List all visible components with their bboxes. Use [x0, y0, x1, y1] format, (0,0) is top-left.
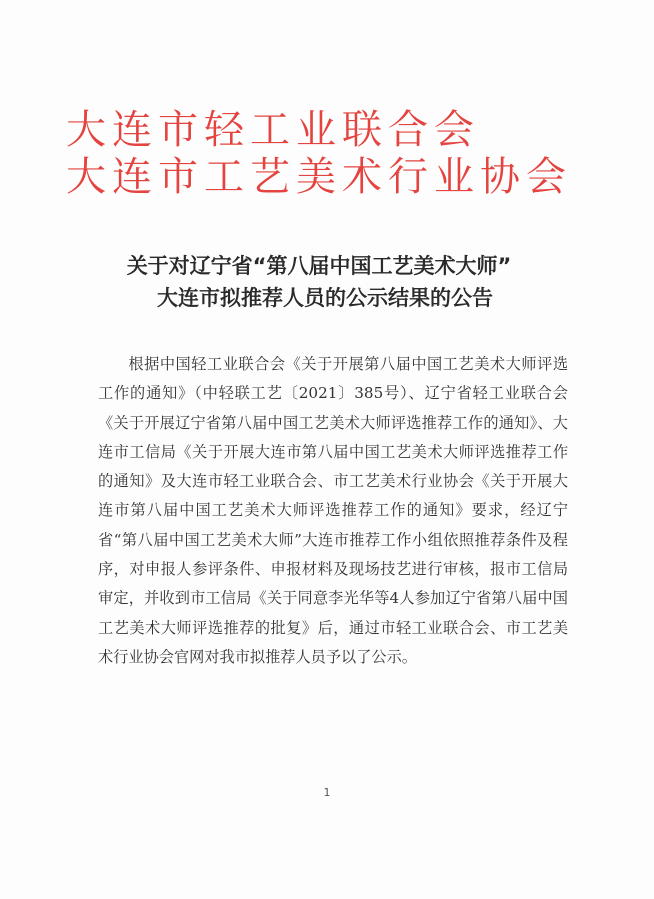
org-name-light-industry: 大连市轻工业联合会: [66, 107, 480, 153]
page-number: 1: [323, 786, 331, 799]
document-title-line-2: 大连市拟推荐人员的公示结果的公告: [157, 286, 493, 310]
body-paragraph: 根据中国轻工业联合会《关于开展第八届中国工艺美术大师评选工作的通知》（中轻联工艺〔2021〕385号）、辽宁省轻工业联合会《关于开展辽宁省第八届中国工艺美术大师评选推荐工作的通知》、大连市工信局《关于开展大连市第八届中国工艺美术大师评选推荐工作的通知》及大连市轻工业联合会、市工艺美术行业协会《关于开展大连市第八届中国工艺美术大师评选推荐工作的通知》要求，经辽宁省“第八届中国工艺美术大师”大连市推荐工作小组依照推荐条件及程序，对申报人参评条件、申报材料及现场技艺进行审核，报市工信局审定，并收到市工信局《关于同意李光华等4人参加辽宁省第八届中国工艺美术大师评选推荐的批复》后，通过市轻工业联合会、市工艺美术行业协会官网对我市拟推荐人员予以了公示。: [98, 355, 568, 666]
org-name-arts-crafts-association: 大连市工艺美术行业协会: [66, 154, 572, 200]
document-title-line-1: 关于对辽宁省“第八届中国工艺美术大师”: [126, 254, 512, 278]
